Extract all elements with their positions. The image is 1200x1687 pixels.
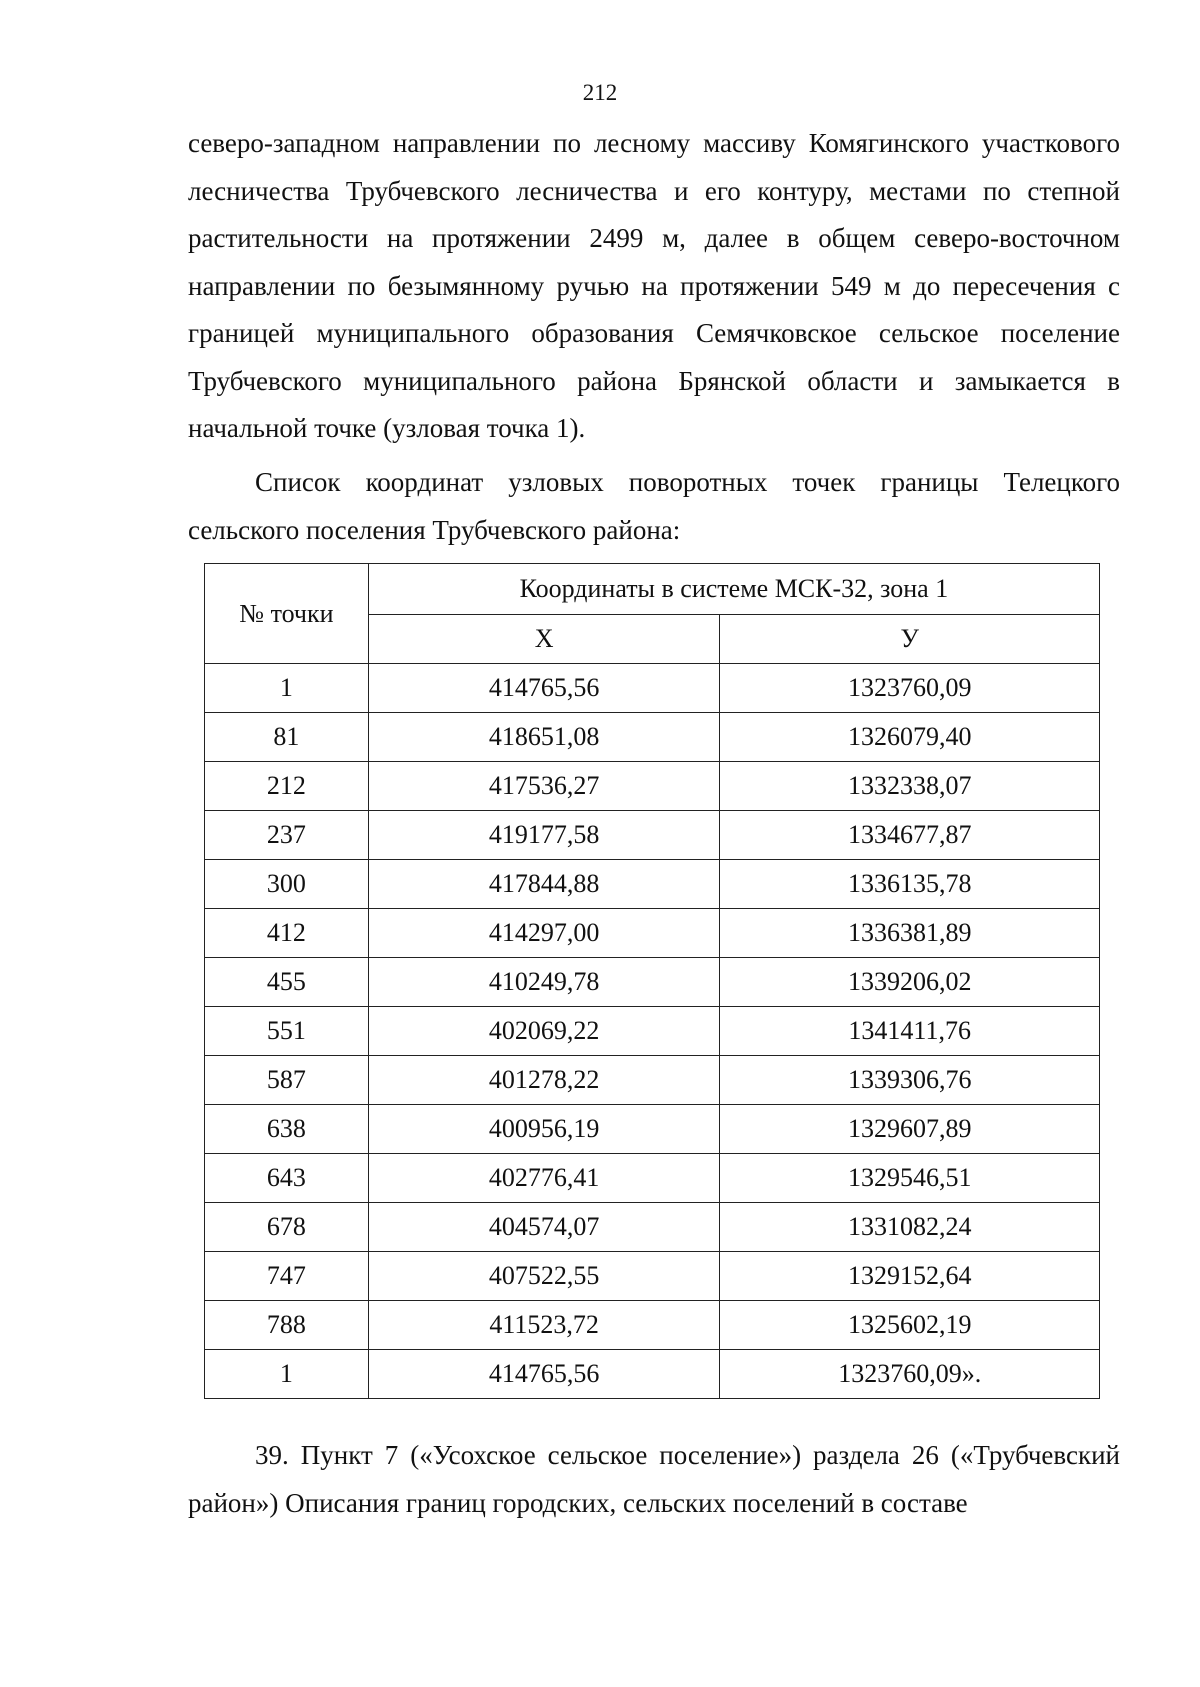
cell-y-coordinate: 1329607,89 — [720, 1105, 1100, 1154]
cell-point-number: 747 — [205, 1252, 369, 1301]
cell-x-coordinate: 411523,72 — [368, 1301, 720, 1350]
cell-x-coordinate: 410249,78 — [368, 958, 720, 1007]
table-row — [205, 1007, 1100, 1056]
paragraph-boundary-description: северо-западном направлении по лесному массиву Комягинского участкового лесничества Трубчевского лесничества и его контуру, местами по степной растительности на протяжении 2499 м, далее в общем северо-восточном направлении по безымянному ручью на протяжении 549 м до пересечения с границей муниципального образования Семячковское сельское поселение Трубчевского муниципального района Брянской области и замыкается в начальной точке (узловая точка 1). — [188, 128, 1120, 443]
cell-y-coordinate: 1323760,09». — [720, 1350, 1100, 1399]
cell-point-number: 212 — [205, 762, 369, 811]
header-y: У — [720, 615, 1100, 664]
cell-x-coordinate: 418651,08 — [368, 713, 720, 762]
cell-point-number: 1 — [205, 1350, 369, 1399]
cell-point-number: 81 — [205, 713, 369, 762]
cell-y-coordinate: 1331082,24 — [720, 1203, 1100, 1252]
cell-y-coordinate: 1326079,40 — [720, 713, 1100, 762]
cell-point-number: 455 — [205, 958, 369, 1007]
paragraph-coordinates-intro: Список координат узловых поворотных точек границы Телецкого сельского поселения Трубчевского района: — [188, 467, 1120, 545]
table-row — [205, 1350, 1100, 1399]
cell-y-coordinate: 1332338,07 — [720, 762, 1100, 811]
cell-x-coordinate: 407522,55 — [368, 1252, 720, 1301]
table-row — [205, 909, 1100, 958]
cell-x-coordinate: 400956,19 — [368, 1105, 720, 1154]
cell-x-coordinate: 414765,56 — [368, 664, 720, 713]
cell-point-number: 300 — [205, 860, 369, 909]
cell-x-coordinate: 404574,07 — [368, 1203, 720, 1252]
cell-point-number: 551 — [205, 1007, 369, 1056]
cell-y-coordinate: 1336135,78 — [720, 860, 1100, 909]
table-row — [205, 664, 1100, 713]
table-row — [205, 713, 1100, 762]
table-row — [205, 811, 1100, 860]
cell-x-coordinate: 417844,88 — [368, 860, 720, 909]
table-row — [205, 1203, 1100, 1252]
cell-point-number: 237 — [205, 811, 369, 860]
table-row — [205, 1252, 1100, 1301]
cell-y-coordinate: 1339206,02 — [720, 958, 1100, 1007]
table-row — [205, 1301, 1100, 1350]
header-point-number: № точки — [205, 564, 369, 664]
cell-y-coordinate: 1323760,09 — [720, 664, 1100, 713]
cell-y-coordinate: 1336381,89 — [720, 909, 1100, 958]
cell-y-coordinate: 1334677,87 — [720, 811, 1100, 860]
cell-y-coordinate: 1329546,51 — [720, 1154, 1100, 1203]
cell-point-number: 678 — [205, 1203, 369, 1252]
cell-x-coordinate: 401278,22 — [368, 1056, 720, 1105]
page-number: 212 — [582, 80, 618, 105]
coordinates-table — [204, 563, 1100, 1399]
table-row — [205, 762, 1100, 811]
cell-y-coordinate: 1325602,19 — [720, 1301, 1100, 1350]
table-row — [205, 860, 1100, 909]
cell-y-coordinate: 1339306,76 — [720, 1056, 1100, 1105]
table-row — [205, 1105, 1100, 1154]
table-row — [205, 1056, 1100, 1105]
cell-x-coordinate: 402069,22 — [368, 1007, 720, 1056]
cell-point-number: 412 — [205, 909, 369, 958]
paragraph-item-39: 39. Пункт 7 («Усохское сельское поселение») раздела 26 («Трубчевский район») Описания границ городских, сельских поселений в составе — [188, 1440, 1120, 1518]
cell-x-coordinate: 419177,58 — [368, 811, 720, 860]
cell-x-coordinate: 417536,27 — [368, 762, 720, 811]
cell-x-coordinate: 414297,00 — [368, 909, 720, 958]
cell-point-number: 788 — [205, 1301, 369, 1350]
cell-x-coordinate: 414765,56 — [368, 1350, 720, 1399]
cell-point-number: 643 — [205, 1154, 369, 1203]
cell-y-coordinate: 1341411,76 — [720, 1007, 1100, 1056]
table-body — [205, 664, 1100, 1399]
cell-point-number: 638 — [205, 1105, 369, 1154]
cell-point-number: 1 — [205, 664, 369, 713]
header-x: Х — [368, 615, 720, 664]
cell-y-coordinate: 1329152,64 — [720, 1252, 1100, 1301]
header-coordinate-system: Координаты в системе МСК-32, зона 1 — [368, 564, 1099, 615]
table-row — [205, 1154, 1100, 1203]
cell-x-coordinate: 402776,41 — [368, 1154, 720, 1203]
table-row — [205, 958, 1100, 1007]
cell-point-number: 587 — [205, 1056, 369, 1105]
